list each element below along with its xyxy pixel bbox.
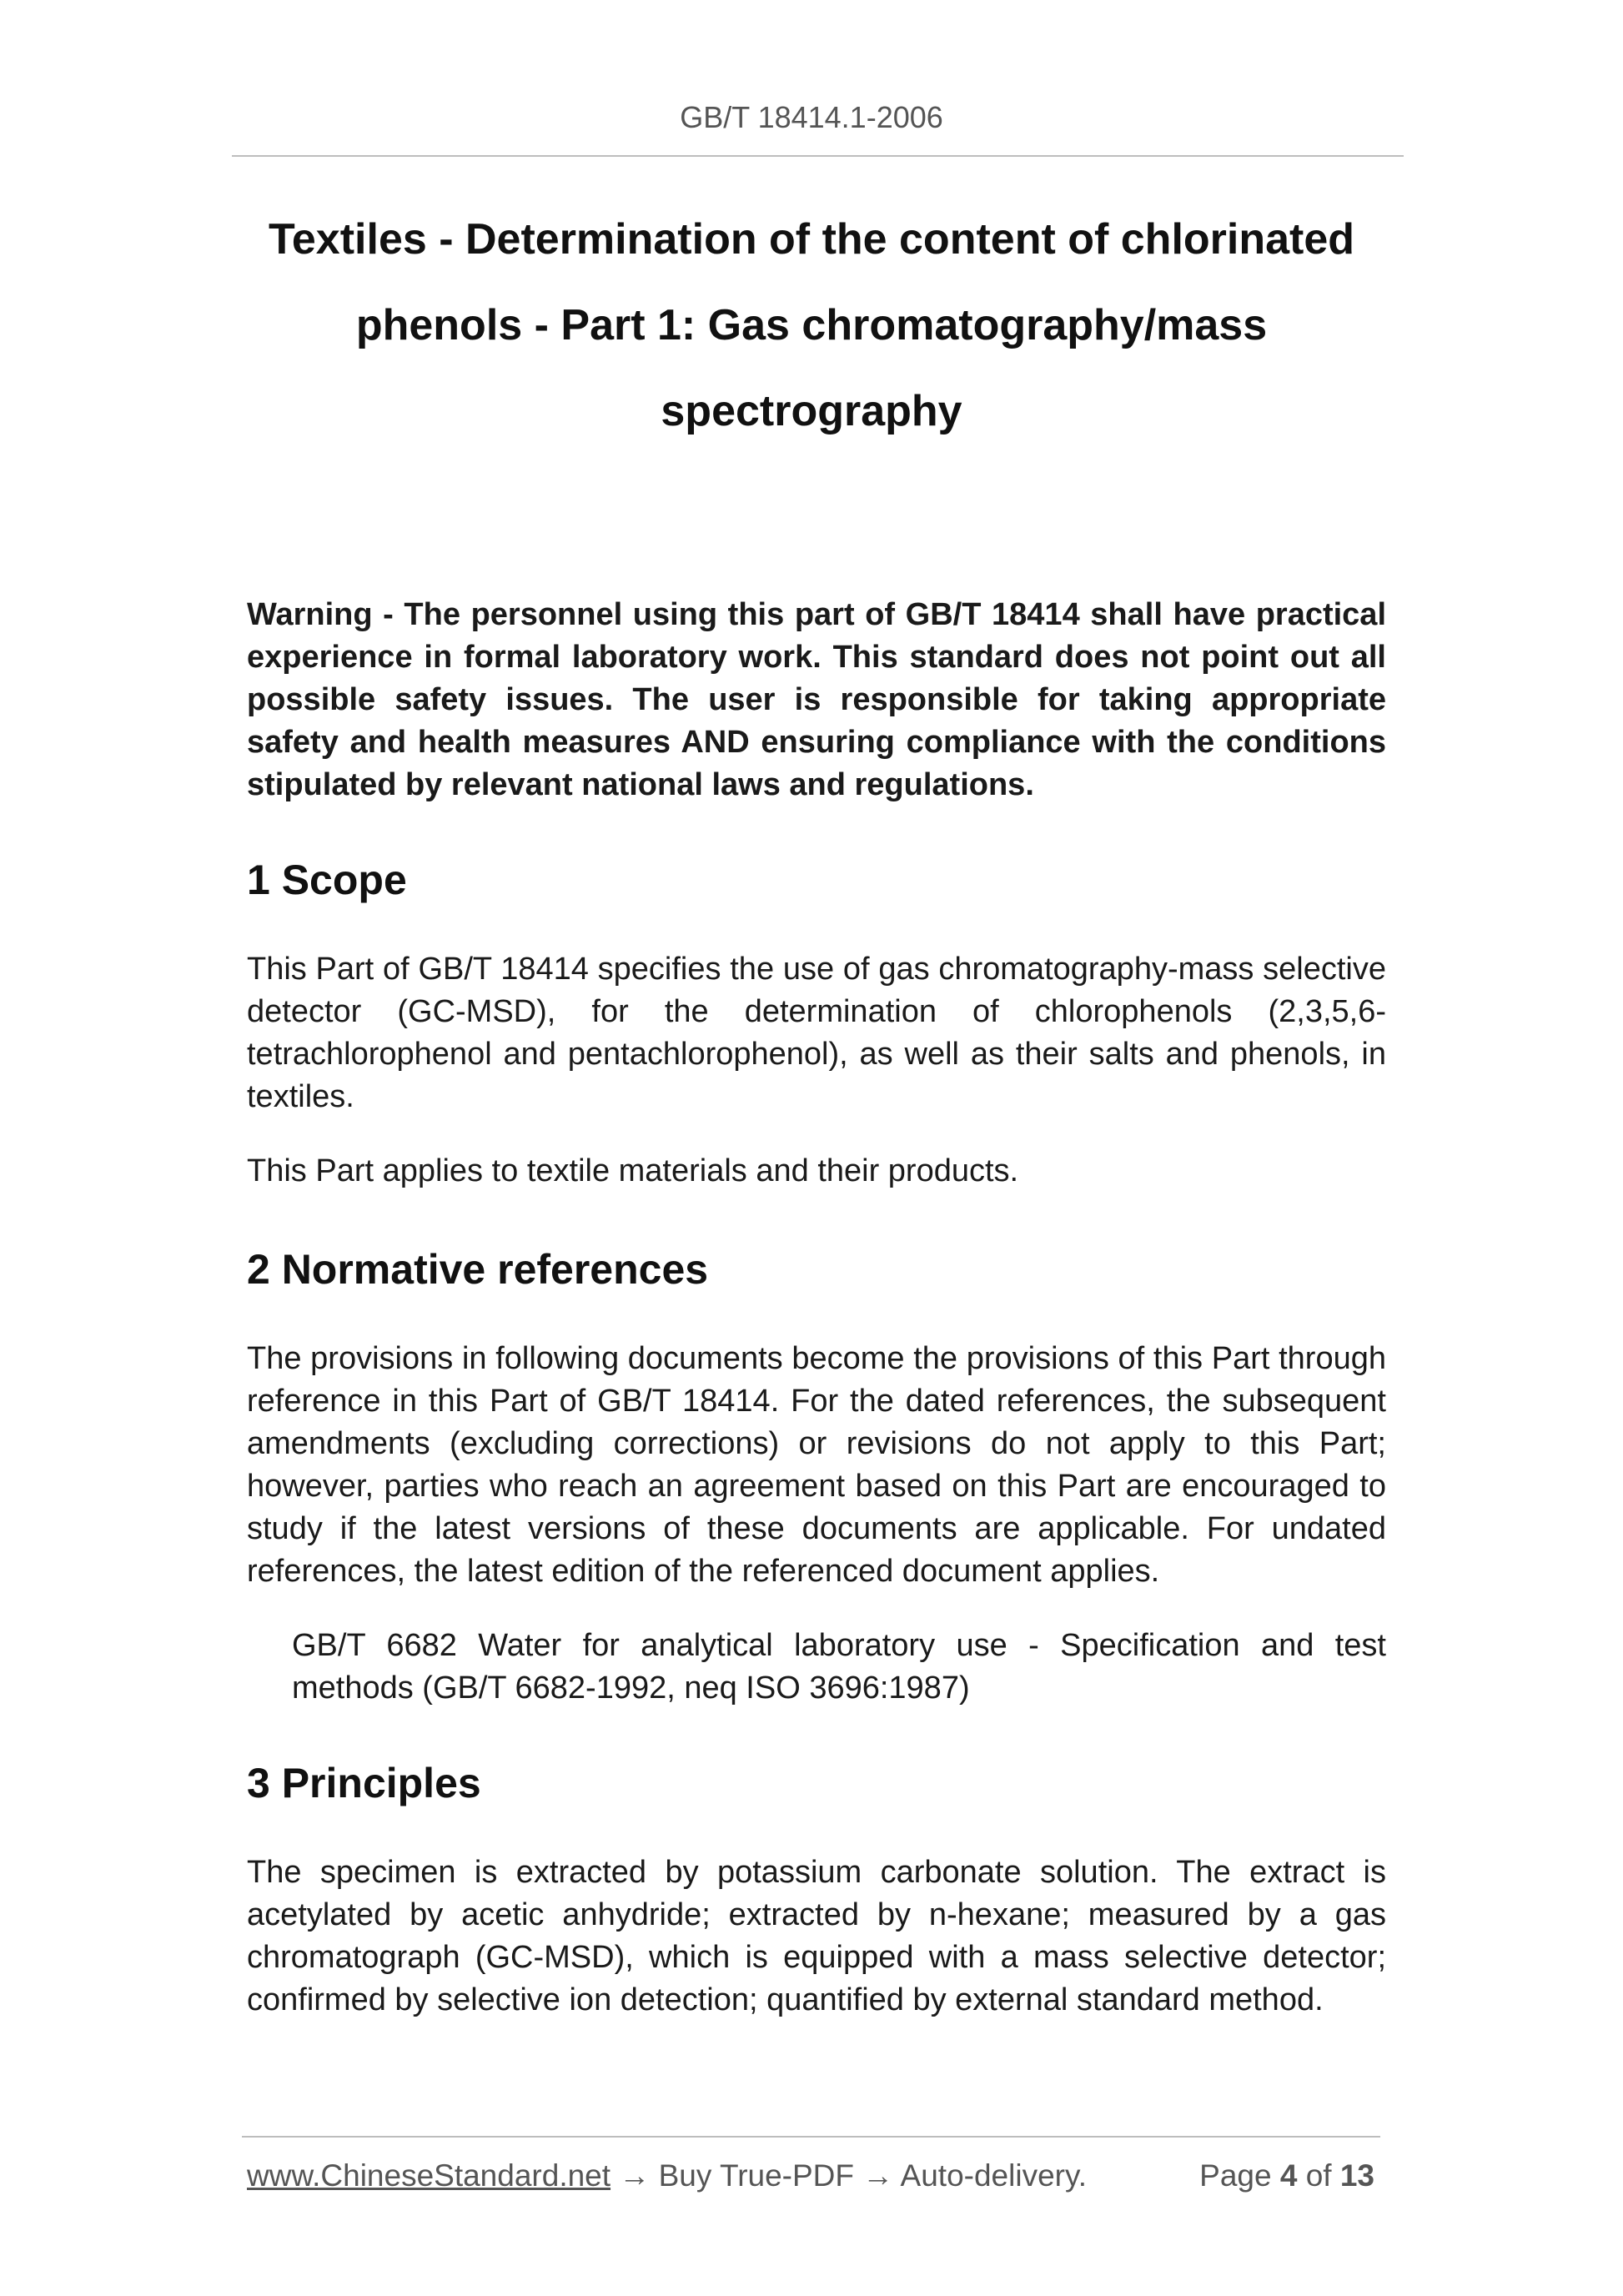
footer-left	[247, 2158, 1087, 2193]
scope-paragraph-1: This Part of GB/T 18414 specifies the use of gas chromatography-mass selective detector (GC-MSD), for the determination of chlorophenols (2,3,5,6-tetrachlorophenol and pentachlorophenol), as well as their salts and phenols, in textiles.	[247, 952, 1386, 1114]
footer-website-link[interactable]: www.ChineseStandard.net	[247, 2158, 611, 2193]
footer-delivery-text: Auto-delivery.	[900, 2158, 1088, 2193]
header-divider	[232, 155, 1404, 157]
principles-paragraph: The specimen is extracted by potassium carbonate solution. The extract is acetylated by acetic anhydride; extracted by n-hexane; measured by a gas chromatograph (GC-MSD), which is equipped with a mass selective detector; confirmed by selective ion detection; quantified by external standard method.	[247, 1855, 1386, 2017]
title-line-3: spectrography	[661, 387, 962, 435]
title-line-1: Textiles - Determination of the content of chlorinated	[268, 215, 1355, 264]
document-title	[250, 197, 1373, 455]
page-number: 4	[1279, 2158, 1298, 2193]
reference-item: GB/T 6682 Water for analytical laboratory use - Specification and test methods (GB/T 6682-1992, neq ISO 3696:1987)	[292, 1628, 1386, 1706]
footer-divider	[242, 2136, 1380, 2138]
document-body	[247, 594, 1386, 2053]
page-label: Page	[1199, 2158, 1272, 2193]
arrow-right-icon: →	[862, 2158, 894, 2193]
of-label: of	[1305, 2158, 1332, 2193]
page-total: 13	[1339, 2158, 1374, 2193]
footer	[247, 2158, 1374, 2193]
page-indicator	[1199, 2158, 1374, 2193]
section-heading-normative-references: 2 Normative references	[247, 1246, 709, 1293]
section-heading-scope: 1 Scope	[247, 857, 407, 903]
header-doc-number: GB/T 18414.1-2006	[680, 100, 943, 134]
warning-paragraph: Warning - The personnel using this part of GB/T 18414 shall have practical experience in formal laboratory work. This standard does not point out all possible safety issues. The user is responsible for taking appropriate safety and health measures AND ensuring compliance with the conditions stipulated by relevant national laws and regulations.	[247, 597, 1386, 802]
section-heading-principles: 3 Principles	[247, 1760, 481, 1806]
title-line-2: phenols - Part 1: Gas chromatography/mass	[355, 301, 1268, 349]
arrow-right-icon: →	[619, 2158, 651, 2193]
normative-references-paragraph: The provisions in following documents become the provisions of this Part through reference in this Part of GB/T 18414. For the dated references, the subsequent amendments (excluding corrections) or revisions do not apply to this Part; however, parties who reach an agreement based on this Part are encouraged to study if the latest versions of these documents are applicable. For undated references, the latest edition of the referenced document applies.	[247, 1341, 1386, 1589]
scope-paragraph-2: This Part applies to textile materials and their products.	[247, 1153, 1019, 1188]
footer-buy-text: Buy True-PDF	[658, 2158, 855, 2193]
